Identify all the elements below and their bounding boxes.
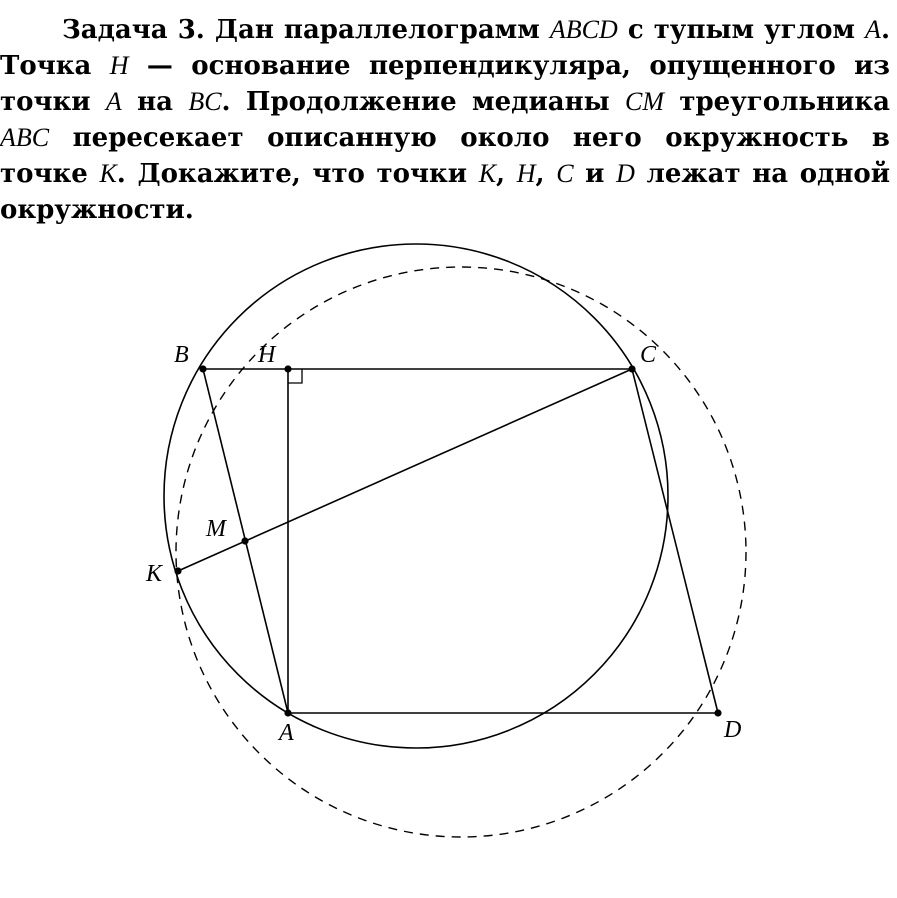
math-symbol: A — [105, 87, 122, 116]
text-fragment: и — [573, 159, 617, 189]
text-fragment: . Продолжение медианы — [221, 87, 625, 117]
text-fragment: . Точка — [0, 15, 890, 81]
problem-number: Задача 3. — [62, 15, 205, 45]
math-symbol: ABCD — [549, 15, 618, 44]
point-h — [284, 365, 291, 372]
text-fragment: треугольника — [664, 87, 890, 117]
text-fragment: Дан параллелограмм — [214, 15, 550, 45]
text-fragment: лежат на одной окружности. — [0, 159, 891, 225]
text-fragment: . Докажите, что точки — [116, 159, 479, 189]
point-b — [199, 365, 206, 372]
math-symbol: CM — [625, 87, 664, 116]
math-symbol: K — [478, 159, 497, 188]
point-a — [284, 709, 291, 716]
math-symbol: H — [109, 51, 129, 80]
circumcircle-abc — [164, 244, 668, 748]
label-d: D — [724, 717, 742, 743]
math-symbol: ABC — [0, 123, 50, 152]
point-m — [241, 537, 248, 544]
math-symbol: K — [99, 159, 117, 188]
text-fragment: , — [496, 159, 517, 189]
math-symbol: BC — [188, 87, 222, 116]
label-k: K — [146, 561, 163, 587]
math-symbol: A — [865, 15, 881, 44]
label-m: M — [206, 516, 226, 542]
text-fragment: , — [535, 159, 557, 189]
label-c: C — [640, 342, 657, 368]
math-symbol: H — [516, 159, 536, 188]
text-fragment: пересекает описанную около него окружность в точке — [0, 123, 890, 189]
math-symbol: C — [556, 159, 574, 188]
label-b: B — [174, 342, 189, 368]
text-fragment: на — [121, 87, 189, 117]
label-h: H — [258, 342, 276, 368]
label-a: A — [279, 720, 294, 746]
point-d — [714, 709, 721, 716]
text-fragment: с тупым углом — [617, 15, 866, 45]
side-cd — [632, 369, 718, 713]
point-k — [174, 567, 181, 574]
point-c — [628, 365, 635, 372]
math-symbol: D — [616, 159, 635, 188]
text-fragment: — основание перпендикуляра, опущенного из точки — [0, 51, 890, 117]
